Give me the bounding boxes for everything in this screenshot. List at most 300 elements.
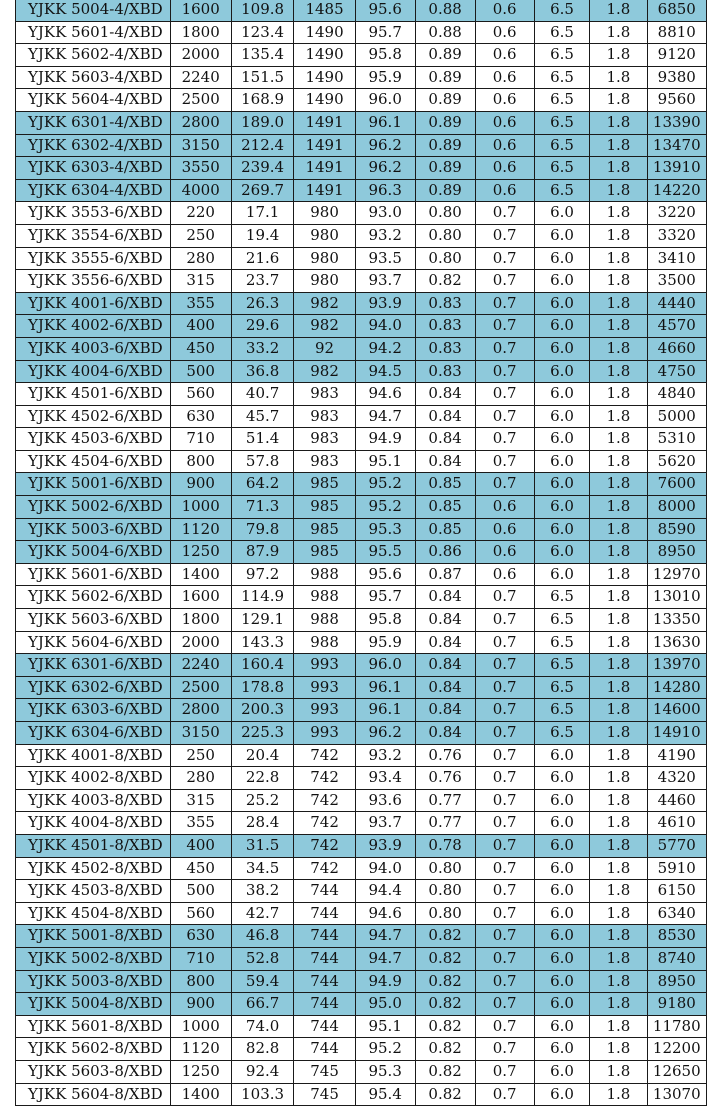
speed-cell: 983 <box>294 405 355 428</box>
speed-cell: 744 <box>294 880 355 903</box>
power-cell: 250 <box>170 224 231 247</box>
speed-cell: 983 <box>294 428 355 451</box>
model-cell: YJKK 5004-4/XBD <box>16 0 171 21</box>
speed-cell: 980 <box>294 270 355 293</box>
model-cell: YJKK 5004-8/XBD <box>16 993 171 1016</box>
power-factor-cell: 0.83 <box>415 360 475 383</box>
torque-cell: 1.8 <box>590 676 647 699</box>
starting-current-cell: 6.0 <box>534 337 589 360</box>
table-row <box>16 744 707 767</box>
torque-cell: 1.8 <box>590 767 647 790</box>
speed-cell: 982 <box>294 360 355 383</box>
torque-cell: 1.8 <box>590 428 647 451</box>
efficiency-cell: 93.0 <box>355 202 415 225</box>
ratio-cell: 0.6 <box>475 66 534 89</box>
table-row <box>16 541 707 564</box>
current-cell: 129.1 <box>231 609 294 632</box>
ratio-cell: 0.6 <box>475 563 534 586</box>
ratio-cell: 0.6 <box>475 111 534 134</box>
table-row <box>16 1083 707 1106</box>
starting-current-cell: 6.0 <box>534 993 589 1016</box>
power-cell: 1120 <box>170 1038 231 1061</box>
power-cell: 630 <box>170 925 231 948</box>
weight-cell: 8950 <box>647 541 706 564</box>
weight-cell: 4610 <box>647 812 706 835</box>
table-row <box>16 66 707 89</box>
torque-cell: 1.8 <box>590 247 647 270</box>
torque-cell: 1.8 <box>590 722 647 745</box>
power-cell: 1250 <box>170 1060 231 1083</box>
power-factor-cell: 0.77 <box>415 789 475 812</box>
power-cell: 710 <box>170 947 231 970</box>
starting-current-cell: 6.5 <box>534 586 589 609</box>
model-cell: YJKK 6301-4/XBD <box>16 111 171 134</box>
efficiency-cell: 95.9 <box>355 631 415 654</box>
model-cell: YJKK 5001-8/XBD <box>16 925 171 948</box>
torque-cell: 1.8 <box>590 925 647 948</box>
power-factor-cell: 0.84 <box>415 428 475 451</box>
table-row <box>16 834 707 857</box>
starting-current-cell: 6.0 <box>534 1083 589 1106</box>
speed-cell: 982 <box>294 292 355 315</box>
speed-cell: 980 <box>294 202 355 225</box>
current-cell: 143.3 <box>231 631 294 654</box>
starting-current-cell: 6.0 <box>534 270 589 293</box>
current-cell: 21.6 <box>231 247 294 270</box>
power-factor-cell: 0.78 <box>415 834 475 857</box>
speed-cell: 744 <box>294 925 355 948</box>
ratio-cell: 0.7 <box>475 337 534 360</box>
weight-cell: 12200 <box>647 1038 706 1061</box>
ratio-cell: 0.6 <box>475 21 534 44</box>
starting-current-cell: 6.5 <box>534 44 589 67</box>
power-factor-cell: 0.82 <box>415 1015 475 1038</box>
power-factor-cell: 0.83 <box>415 337 475 360</box>
starting-current-cell: 6.5 <box>534 722 589 745</box>
current-cell: 66.7 <box>231 993 294 1016</box>
efficiency-cell: 95.2 <box>355 496 415 519</box>
power-factor-cell: 0.89 <box>415 89 475 112</box>
power-cell: 800 <box>170 970 231 993</box>
starting-current-cell: 6.0 <box>534 360 589 383</box>
power-factor-cell: 0.82 <box>415 270 475 293</box>
starting-current-cell: 6.0 <box>534 202 589 225</box>
table-row <box>16 789 707 812</box>
ratio-cell: 0.7 <box>475 586 534 609</box>
model-cell: YJKK 4003-6/XBD <box>16 337 171 360</box>
ratio-cell: 0.7 <box>475 1083 534 1106</box>
speed-cell: 744 <box>294 1015 355 1038</box>
model-cell: YJKK 5603-6/XBD <box>16 609 171 632</box>
starting-current-cell: 6.0 <box>534 812 589 835</box>
power-cell: 1120 <box>170 518 231 541</box>
model-cell: YJKK 4502-6/XBD <box>16 405 171 428</box>
power-cell: 900 <box>170 993 231 1016</box>
power-cell: 1250 <box>170 541 231 564</box>
efficiency-cell: 93.7 <box>355 270 415 293</box>
power-cell: 1400 <box>170 1083 231 1106</box>
table-row <box>16 450 707 473</box>
model-cell: YJKK 5002-6/XBD <box>16 496 171 519</box>
efficiency-cell: 96.0 <box>355 654 415 677</box>
efficiency-cell: 93.7 <box>355 812 415 835</box>
torque-cell: 1.8 <box>590 66 647 89</box>
weight-cell: 7600 <box>647 473 706 496</box>
speed-cell: 985 <box>294 541 355 564</box>
table-row <box>16 586 707 609</box>
model-cell: YJKK 3556-6/XBD <box>16 270 171 293</box>
speed-cell: 742 <box>294 834 355 857</box>
table-row <box>16 179 707 202</box>
efficiency-cell: 93.2 <box>355 224 415 247</box>
power-factor-cell: 0.82 <box>415 1083 475 1106</box>
starting-current-cell: 6.0 <box>534 315 589 338</box>
speed-cell: 744 <box>294 970 355 993</box>
power-factor-cell: 0.82 <box>415 970 475 993</box>
efficiency-cell: 94.7 <box>355 405 415 428</box>
model-cell: YJKK 4504-8/XBD <box>16 902 171 925</box>
ratio-cell: 0.7 <box>475 383 534 406</box>
ratio-cell: 0.7 <box>475 1038 534 1061</box>
speed-cell: 993 <box>294 699 355 722</box>
current-cell: 74.0 <box>231 1015 294 1038</box>
power-cell: 2000 <box>170 631 231 654</box>
torque-cell: 1.8 <box>590 970 647 993</box>
current-cell: 52.8 <box>231 947 294 970</box>
power-cell: 2240 <box>170 66 231 89</box>
table-row <box>16 224 707 247</box>
speed-cell: 980 <box>294 224 355 247</box>
efficiency-cell: 95.2 <box>355 1038 415 1061</box>
speed-cell: 742 <box>294 812 355 835</box>
speed-cell: 744 <box>294 902 355 925</box>
power-factor-cell: 0.80 <box>415 857 475 880</box>
current-cell: 26.3 <box>231 292 294 315</box>
weight-cell: 5620 <box>647 450 706 473</box>
power-cell: 2500 <box>170 676 231 699</box>
model-cell: YJKK 6304-6/XBD <box>16 722 171 745</box>
efficiency-cell: 93.4 <box>355 767 415 790</box>
model-cell: YJKK 5002-8/XBD <box>16 947 171 970</box>
starting-current-cell: 6.5 <box>534 134 589 157</box>
power-cell: 2240 <box>170 654 231 677</box>
ratio-cell: 0.7 <box>475 699 534 722</box>
weight-cell: 3410 <box>647 247 706 270</box>
starting-current-cell: 6.0 <box>534 744 589 767</box>
starting-current-cell: 6.0 <box>534 1038 589 1061</box>
table-row <box>16 812 707 835</box>
efficiency-cell: 96.2 <box>355 722 415 745</box>
speed-cell: 742 <box>294 744 355 767</box>
starting-current-cell: 6.0 <box>534 970 589 993</box>
power-factor-cell: 0.89 <box>415 66 475 89</box>
speed-cell: 1491 <box>294 157 355 180</box>
torque-cell: 1.8 <box>590 270 647 293</box>
power-cell: 1000 <box>170 1015 231 1038</box>
efficiency-cell: 95.1 <box>355 1015 415 1038</box>
efficiency-cell: 95.0 <box>355 993 415 1016</box>
table-row <box>16 609 707 632</box>
starting-current-cell: 6.5 <box>534 66 589 89</box>
power-cell: 500 <box>170 880 231 903</box>
current-cell: 135.4 <box>231 44 294 67</box>
speed-cell: 1485 <box>294 0 355 21</box>
ratio-cell: 0.7 <box>475 722 534 745</box>
starting-current-cell: 6.0 <box>534 767 589 790</box>
torque-cell: 1.8 <box>590 1015 647 1038</box>
current-cell: 189.0 <box>231 111 294 134</box>
model-cell: YJKK 4004-6/XBD <box>16 360 171 383</box>
starting-current-cell: 6.0 <box>534 292 589 315</box>
power-factor-cell: 0.80 <box>415 202 475 225</box>
power-factor-cell: 0.89 <box>415 134 475 157</box>
torque-cell: 1.8 <box>590 134 647 157</box>
power-cell: 1000 <box>170 496 231 519</box>
weight-cell: 5000 <box>647 405 706 428</box>
model-cell: YJKK 5001-6/XBD <box>16 473 171 496</box>
torque-cell: 1.8 <box>590 292 647 315</box>
table-row <box>16 157 707 180</box>
weight-cell: 3220 <box>647 202 706 225</box>
torque-cell: 1.8 <box>590 111 647 134</box>
ratio-cell: 0.6 <box>475 89 534 112</box>
ratio-cell: 0.7 <box>475 315 534 338</box>
power-cell: 4000 <box>170 179 231 202</box>
current-cell: 38.2 <box>231 880 294 903</box>
table-body <box>16 0 707 1106</box>
table-row <box>16 247 707 270</box>
model-cell: YJKK 5003-8/XBD <box>16 970 171 993</box>
power-cell: 1800 <box>170 21 231 44</box>
model-cell: YJKK 5004-6/XBD <box>16 541 171 564</box>
torque-cell: 1.8 <box>590 360 647 383</box>
weight-cell: 5770 <box>647 834 706 857</box>
ratio-cell: 0.6 <box>475 541 534 564</box>
torque-cell: 1.8 <box>590 518 647 541</box>
weight-cell: 13390 <box>647 111 706 134</box>
torque-cell: 1.8 <box>590 699 647 722</box>
weight-cell: 13350 <box>647 609 706 632</box>
table-row <box>16 360 707 383</box>
model-cell: YJKK 4002-6/XBD <box>16 315 171 338</box>
speed-cell: 983 <box>294 450 355 473</box>
current-cell: 42.7 <box>231 902 294 925</box>
torque-cell: 1.8 <box>590 1060 647 1083</box>
starting-current-cell: 6.5 <box>534 179 589 202</box>
power-factor-cell: 0.84 <box>415 586 475 609</box>
ratio-cell: 0.6 <box>475 496 534 519</box>
current-cell: 212.4 <box>231 134 294 157</box>
torque-cell: 1.8 <box>590 993 647 1016</box>
starting-current-cell: 6.0 <box>534 383 589 406</box>
efficiency-cell: 94.2 <box>355 337 415 360</box>
weight-cell: 4320 <box>647 767 706 790</box>
table-row <box>16 496 707 519</box>
efficiency-cell: 94.0 <box>355 315 415 338</box>
current-cell: 25.2 <box>231 789 294 812</box>
starting-current-cell: 6.0 <box>534 1060 589 1083</box>
weight-cell: 8530 <box>647 925 706 948</box>
speed-cell: 1491 <box>294 111 355 134</box>
starting-current-cell: 6.5 <box>534 631 589 654</box>
power-cell: 315 <box>170 270 231 293</box>
motor-spec-table <box>15 0 707 1106</box>
power-factor-cell: 0.89 <box>415 179 475 202</box>
current-cell: 19.4 <box>231 224 294 247</box>
speed-cell: 985 <box>294 496 355 519</box>
speed-cell: 742 <box>294 857 355 880</box>
model-cell: YJKK 4501-6/XBD <box>16 383 171 406</box>
torque-cell: 1.8 <box>590 857 647 880</box>
ratio-cell: 0.7 <box>475 202 534 225</box>
power-factor-cell: 0.80 <box>415 880 475 903</box>
power-factor-cell: 0.82 <box>415 1060 475 1083</box>
ratio-cell: 0.7 <box>475 405 534 428</box>
model-cell: YJKK 6304-4/XBD <box>16 179 171 202</box>
ratio-cell: 0.7 <box>475 654 534 677</box>
speed-cell: 988 <box>294 563 355 586</box>
torque-cell: 1.8 <box>590 44 647 67</box>
table-row <box>16 428 707 451</box>
power-factor-cell: 0.82 <box>415 993 475 1016</box>
weight-cell: 14600 <box>647 699 706 722</box>
table-row <box>16 473 707 496</box>
efficiency-cell: 95.3 <box>355 518 415 541</box>
power-factor-cell: 0.76 <box>415 767 475 790</box>
current-cell: 109.8 <box>231 0 294 21</box>
torque-cell: 1.8 <box>590 541 647 564</box>
current-cell: 45.7 <box>231 405 294 428</box>
power-factor-cell: 0.89 <box>415 111 475 134</box>
ratio-cell: 0.6 <box>475 179 534 202</box>
power-cell: 220 <box>170 202 231 225</box>
model-cell: YJKK 3553-6/XBD <box>16 202 171 225</box>
table-row <box>16 880 707 903</box>
power-cell: 355 <box>170 812 231 835</box>
power-cell: 560 <box>170 902 231 925</box>
power-cell: 315 <box>170 789 231 812</box>
ratio-cell: 0.7 <box>475 676 534 699</box>
model-cell: YJKK 6302-4/XBD <box>16 134 171 157</box>
weight-cell: 13910 <box>647 157 706 180</box>
weight-cell: 8950 <box>647 970 706 993</box>
torque-cell: 1.8 <box>590 812 647 835</box>
table-row <box>16 722 707 745</box>
power-cell: 400 <box>170 834 231 857</box>
ratio-cell: 0.6 <box>475 134 534 157</box>
starting-current-cell: 6.5 <box>534 654 589 677</box>
torque-cell: 1.8 <box>590 880 647 903</box>
power-factor-cell: 0.84 <box>415 405 475 428</box>
weight-cell: 13970 <box>647 654 706 677</box>
table-row <box>16 947 707 970</box>
speed-cell: 985 <box>294 518 355 541</box>
ratio-cell: 0.7 <box>475 834 534 857</box>
power-cell: 450 <box>170 337 231 360</box>
current-cell: 29.6 <box>231 315 294 338</box>
model-cell: YJKK 4001-8/XBD <box>16 744 171 767</box>
model-cell: YJKK 6301-6/XBD <box>16 654 171 677</box>
table-row <box>16 699 707 722</box>
efficiency-cell: 94.7 <box>355 925 415 948</box>
starting-current-cell: 6.0 <box>534 1015 589 1038</box>
starting-current-cell: 6.0 <box>534 947 589 970</box>
efficiency-cell: 94.9 <box>355 428 415 451</box>
power-factor-cell: 0.88 <box>415 21 475 44</box>
efficiency-cell: 93.6 <box>355 789 415 812</box>
power-factor-cell: 0.80 <box>415 247 475 270</box>
power-factor-cell: 0.85 <box>415 518 475 541</box>
torque-cell: 1.8 <box>590 631 647 654</box>
torque-cell: 1.8 <box>590 654 647 677</box>
speed-cell: 993 <box>294 722 355 745</box>
table-row <box>16 337 707 360</box>
ratio-cell: 0.7 <box>475 993 534 1016</box>
current-cell: 114.9 <box>231 586 294 609</box>
starting-current-cell: 6.0 <box>534 789 589 812</box>
current-cell: 71.3 <box>231 496 294 519</box>
ratio-cell: 0.7 <box>475 880 534 903</box>
current-cell: 239.4 <box>231 157 294 180</box>
power-factor-cell: 0.82 <box>415 1038 475 1061</box>
power-cell: 500 <box>170 360 231 383</box>
ratio-cell: 0.6 <box>475 0 534 21</box>
power-factor-cell: 0.87 <box>415 563 475 586</box>
model-cell: YJKK 5602-4/XBD <box>16 44 171 67</box>
weight-cell: 13470 <box>647 134 706 157</box>
current-cell: 168.9 <box>231 89 294 112</box>
starting-current-cell: 6.0 <box>534 541 589 564</box>
power-factor-cell: 0.85 <box>415 496 475 519</box>
model-cell: YJKK 4002-8/XBD <box>16 767 171 790</box>
power-factor-cell: 0.86 <box>415 541 475 564</box>
starting-current-cell: 6.0 <box>534 563 589 586</box>
model-cell: YJKK 5601-6/XBD <box>16 563 171 586</box>
torque-cell: 1.8 <box>590 157 647 180</box>
model-cell: YJKK 5602-8/XBD <box>16 1038 171 1061</box>
table-row <box>16 993 707 1016</box>
ratio-cell: 0.7 <box>475 270 534 293</box>
table-row <box>16 315 707 338</box>
ratio-cell: 0.7 <box>475 744 534 767</box>
speed-cell: 1490 <box>294 21 355 44</box>
current-cell: 92.4 <box>231 1060 294 1083</box>
efficiency-cell: 95.7 <box>355 21 415 44</box>
current-cell: 225.3 <box>231 722 294 745</box>
current-cell: 23.7 <box>231 270 294 293</box>
model-cell: YJKK 6303-6/XBD <box>16 699 171 722</box>
speed-cell: 1491 <box>294 134 355 157</box>
torque-cell: 1.8 <box>590 179 647 202</box>
table-row <box>16 1038 707 1061</box>
power-cell: 280 <box>170 247 231 270</box>
table-row <box>16 1015 707 1038</box>
weight-cell: 9180 <box>647 993 706 1016</box>
efficiency-cell: 94.6 <box>355 383 415 406</box>
starting-current-cell: 6.0 <box>534 834 589 857</box>
weight-cell: 8590 <box>647 518 706 541</box>
current-cell: 79.8 <box>231 518 294 541</box>
efficiency-cell: 93.9 <box>355 834 415 857</box>
model-cell: YJKK 5601-4/XBD <box>16 21 171 44</box>
power-cell: 3150 <box>170 134 231 157</box>
table-row <box>16 44 707 67</box>
table-row <box>16 0 707 21</box>
weight-cell: 14910 <box>647 722 706 745</box>
power-cell: 450 <box>170 857 231 880</box>
speed-cell: 742 <box>294 767 355 790</box>
current-cell: 28.4 <box>231 812 294 835</box>
